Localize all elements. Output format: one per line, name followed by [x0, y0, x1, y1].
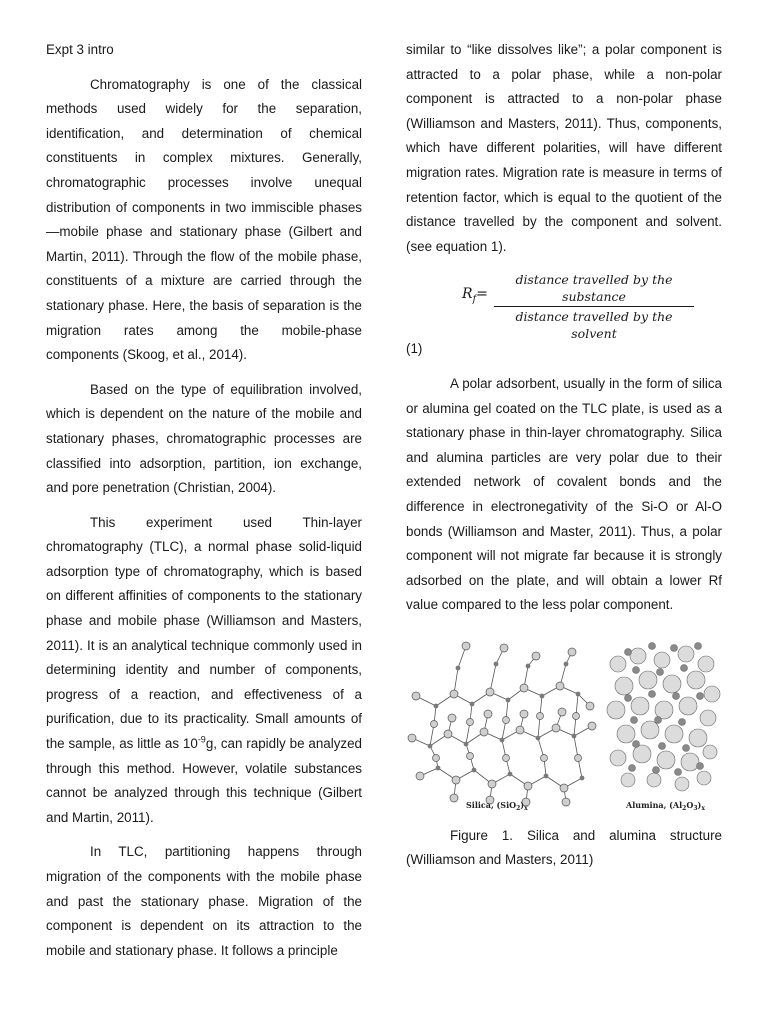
silica-structure	[412, 646, 592, 802]
left-column	[46, 38, 362, 963]
paragraph-tlc-part2: g, can rapidly be analyzed through this method. However, volatile substances cannot be analyzed through this technique (Gilbert and Martin, 2011).	[46, 736, 362, 825]
silica-atoms	[408, 642, 596, 806]
paragraph-tlc-part1: This experiment used Thin-layer chromatography (TLC), a normal phase solid-liquid adsorption type of chromatography, which is based on different affinities of components to the stationary phase and mobile phase (Williamson and Masters, 2011). It is an analytical technique commonly used in determining identity and number of components, progress of a reaction, and effectiveness of a purification, due to its practicality. Small amounts of the sample, as little as 10	[46, 514, 362, 752]
equation-lhs: $R_f=$	[462, 286, 488, 306]
alumina-structure	[607, 642, 720, 791]
equation-fraction	[494, 271, 694, 342]
paragraph-classification: Based on the type of equilibration involved, which is dependent on the nature of the mobile and stationary phases, chromatographic processes are classified into adsorption, partition, ion exchange, and pore penetration (Christian, 2004).	[46, 381, 362, 496]
paragraph-tlc	[46, 511, 362, 831]
alumina-label: Alumina, $(Al_2O_3)_x$	[626, 799, 705, 810]
equation-numerator: distance travelled by the substance	[515, 272, 673, 305]
right-column	[406, 38, 722, 873]
equation-denominator: distance travelled by the solvent	[515, 309, 673, 342]
figure-caption: Figure 1. Silica and alumina structure (Williamson and Masters, 2011)	[406, 827, 722, 868]
exponent: -9	[197, 734, 206, 745]
silica-label: Silica, $(SiO_2)_x$	[466, 799, 528, 810]
section-title: Expt 3 intro	[46, 42, 114, 57]
fraction-bar	[494, 306, 694, 307]
paragraph-partitioning: In TLC, partitioning happens through migration of the components with the mobile phase and past the stationary phase. Migration of the component is dependent on its attraction to the mobile and stationary phase. It follows a principle	[46, 844, 362, 958]
retention-factor-equation	[406, 271, 722, 342]
figure-structures	[406, 634, 722, 810]
structure-illustration	[406, 634, 722, 810]
paragraph-adsorbent: A polar adsorbent, usually in the form of silica or alumina gel coated on the TLC plate, is used as a stationary phase in thin-layer chromatography. Silica and alumina particles are very polar due to their extended network of covalent bonds and the difference in electronegativity of the Si-O or Al-O bonds (Williamson and Master, 2011). Thus, a polar component will not migrate far because it is strongly adsorbed on the plate, and will obtain a lower Rf value compared to the less polar component.	[406, 375, 722, 613]
paragraph-intro: Chromatography is one of the classical methods used widely for the separation, identification, and determination of chemical constituents in complex mixtures. Generally, chromatographic processes involve unequal distribution of components in two immiscible phases—mobile phase and stationary phase (Gilbert and Martin, 2011). Through the flow of the mobile phase, constituents of a mixture are carried through the stationary phase. Here, the basis of separation is the migration rates among the mobile-phase components (Skoog, et al., 2014).	[46, 76, 362, 363]
paragraph-polarity: similar to “like dissolves like”; a polar component is attracted to a polar phase, while a non-polar component is attracted to a non-polar phase (Williamson and Masters, 2011). Thus, components, which have different polarities, will have different migration rates. Migration rate is measure in terms of retention factor, which is equal to the quotient of the distance travelled by the component and solvent. (see equation 1).	[406, 42, 722, 254]
equation-number: (1)	[406, 341, 423, 357]
